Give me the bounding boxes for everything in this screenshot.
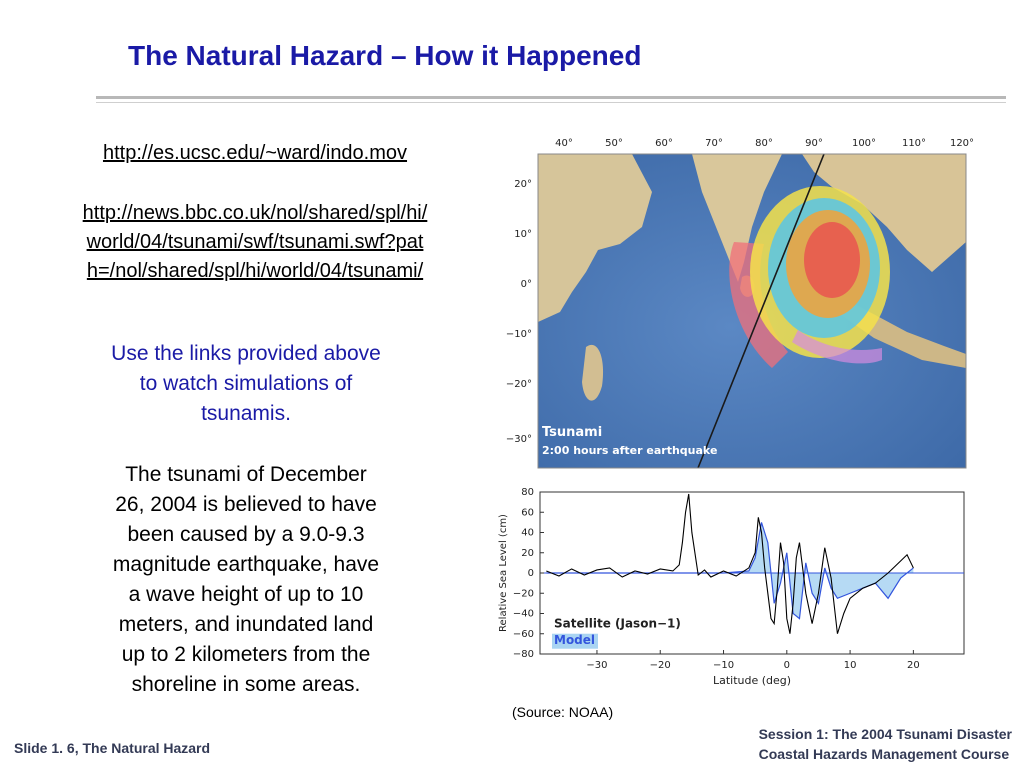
source-credit: (Source: NOAA)	[512, 704, 614, 720]
y-tick-label: 20	[521, 547, 534, 559]
map-lon-axis	[555, 138, 974, 149]
lat-tick-label: 0°	[520, 279, 532, 290]
lon-tick-label: 90°	[805, 138, 823, 149]
bbc-link-line: world/04/tsunami/swf/tsunami.swf?pat	[86, 231, 424, 253]
lat-tick-label: −20°	[505, 379, 532, 390]
map-caption-title: Tsunami	[542, 425, 603, 440]
bbc-simulation-link[interactable]	[30, 199, 480, 286]
lat-tick-label: 10°	[514, 229, 532, 240]
lat-tick-label: −10°	[505, 329, 532, 340]
lon-tick-label: 40°	[555, 138, 573, 149]
text-line: to watch simulations of	[139, 372, 353, 395]
text-line: meters, and inundated land	[118, 613, 374, 636]
wave-front-core	[804, 222, 860, 298]
y-tick-label: 60	[521, 507, 534, 519]
x-tick-label: −20	[649, 660, 671, 671]
y-tick-label: −40	[512, 608, 534, 620]
text-line: shoreline in some areas.	[131, 673, 361, 696]
bbc-link-line: http://news.bbc.co.uk/nol/shared/spl/hi/	[82, 202, 428, 224]
lat-tick-label: −30°	[505, 434, 532, 445]
legend-satellite-label: Satellite (Jason−1)	[554, 616, 681, 631]
y-tick-label: −20	[512, 588, 534, 600]
x-tick-label: −30	[586, 660, 608, 671]
x-tick-label: 0	[783, 660, 790, 671]
footer-line: Session 1: The 2004 Tsunami Disaster	[758, 726, 1012, 742]
text-line: The tsunami of December	[125, 463, 367, 486]
x-tick-label: −10	[712, 660, 735, 671]
x-tick-label: 20	[907, 660, 920, 671]
ucsc-simulation-link[interactable]: http://es.ucsc.edu/~ward/indo.mov	[102, 142, 408, 164]
text-line: up to 2 kilometers from the	[121, 643, 371, 666]
y-tick-label: 40	[521, 527, 534, 539]
footer-line: Coastal Hazards Management Course	[758, 746, 1010, 762]
y-axis-label: Relative Sea Level (cm)	[498, 514, 509, 632]
text-line: magnitude earthquake, have	[112, 553, 380, 576]
slide-number-footer: Slide 1. 6, The Natural Hazard	[14, 740, 211, 756]
y-tick-label: −80	[512, 649, 534, 660]
lon-tick-label: 120°	[949, 138, 975, 149]
y-tick-label: 80	[521, 487, 534, 498]
y-tick-label: −60	[512, 628, 534, 640]
course-footer	[759, 724, 1012, 764]
map-lat-axis	[506, 179, 532, 445]
text-line: a wave height of up to 10	[128, 583, 364, 606]
slide-title: The Natural Hazard – How it Happened	[128, 40, 642, 71]
text-line: been caused by a 9.0-9.3	[127, 523, 365, 546]
instructions-paragraph	[76, 339, 416, 429]
text-line: Use the links provided above	[111, 342, 381, 365]
bbc-link-line: h=/nol/shared/spl/hi/world/04/tsunami/	[86, 260, 424, 282]
legend-model-label: Model	[554, 632, 596, 647]
y-tick-label: 0	[527, 568, 534, 579]
x-tick-label: 10	[843, 660, 857, 671]
sea-level-chart	[492, 484, 976, 694]
tsunami-map-figure	[502, 132, 980, 472]
text-line: 26, 2004 is believed to have	[115, 493, 377, 516]
sea-level-chart-figure	[492, 484, 976, 694]
title-divider-thin	[96, 102, 1006, 103]
lon-tick-label: 60°	[655, 138, 673, 149]
x-axis-label: Latitude (deg)	[712, 674, 792, 687]
lon-tick-label: 100°	[851, 138, 877, 149]
lat-tick-label: 20°	[514, 179, 532, 190]
title-divider	[96, 96, 1006, 99]
lon-tick-label: 70°	[705, 138, 723, 149]
text-line: tsunamis.	[201, 402, 291, 425]
lon-tick-label: 110°	[901, 138, 927, 149]
lon-tick-label: 80°	[755, 138, 773, 149]
tsunami-map	[502, 132, 980, 472]
map-caption-subtitle: 2:00 hours after earthquake	[542, 444, 718, 457]
lon-tick-label: 50°	[605, 138, 623, 149]
tsunami-description-paragraph	[76, 460, 416, 700]
